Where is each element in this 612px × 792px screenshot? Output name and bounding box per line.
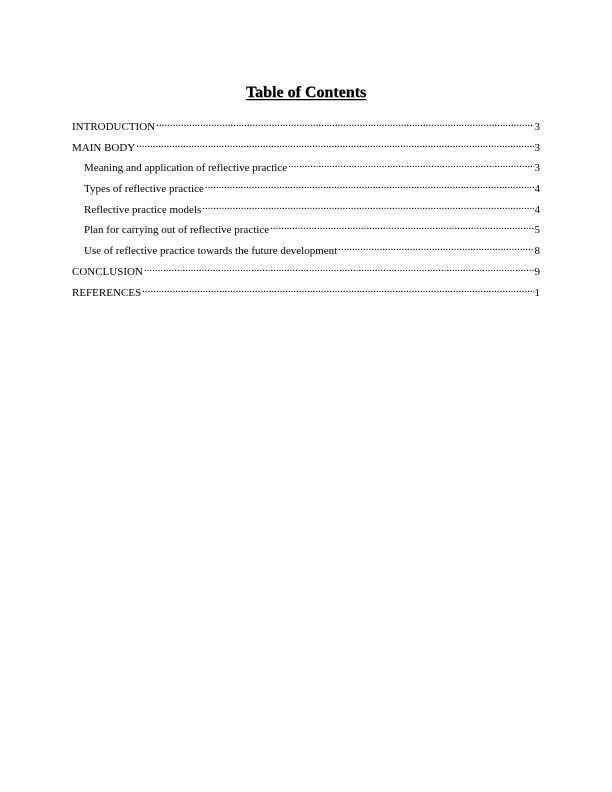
toc-entry-text: Plan for carrying out of reflective practice bbox=[84, 224, 270, 237]
toc-dot-leader bbox=[202, 199, 533, 213]
toc-dot-leader bbox=[142, 282, 533, 296]
toc-dot-leader bbox=[205, 178, 534, 192]
toc-entry-text: INTRODUCTION bbox=[72, 121, 156, 133]
toc-entry-text: MAIN BODY bbox=[72, 141, 136, 154]
toc-dot-leader bbox=[270, 219, 533, 233]
toc-page-number: 1 bbox=[534, 286, 540, 299]
toc-title: Table of Contents bbox=[245, 84, 367, 101]
toc-page-number: 3 bbox=[534, 121, 540, 133]
toc-entry-introduction[interactable] bbox=[72, 116, 540, 137]
toc-entry-text: Types of reflective practice bbox=[84, 183, 204, 196]
toc-entry-meaning-and-application[interactable] bbox=[72, 157, 540, 178]
toc-entry-text: REFERENCES bbox=[72, 286, 142, 299]
toc-dot-leader bbox=[156, 116, 533, 130]
toc-entry-references[interactable] bbox=[72, 282, 540, 303]
toc-page-number: 5 bbox=[534, 224, 540, 237]
toc-dot-leader bbox=[288, 157, 533, 171]
toc-entry-plan-for-reflective-practice[interactable] bbox=[72, 219, 540, 240]
toc-entry-main-body[interactable] bbox=[72, 137, 540, 158]
toc-entry-future-development[interactable] bbox=[72, 240, 540, 261]
toc-page-number: 3 bbox=[534, 162, 540, 175]
toc-page-number: 9 bbox=[534, 265, 540, 278]
toc-entry-reflective-practice-models[interactable] bbox=[72, 199, 540, 220]
toc-entry-types-of-reflective-practice[interactable] bbox=[72, 178, 540, 199]
toc-entry-text: Meaning and application of reflective practice bbox=[84, 162, 288, 175]
toc-entry-text: Use of reflective practice towards the future development bbox=[84, 245, 338, 258]
toc-page-number: 4 bbox=[534, 203, 540, 216]
toc-entry-text: Reflective practice models bbox=[84, 203, 202, 216]
toc-list bbox=[72, 116, 540, 302]
toc-page-number: 4 bbox=[534, 183, 540, 196]
toc-page-number: 3 bbox=[534, 141, 540, 154]
toc-page-number: 8 bbox=[534, 245, 540, 258]
toc-entry-conclusion[interactable] bbox=[72, 261, 540, 282]
toc-entry-text: CONCLUSION bbox=[72, 265, 143, 278]
toc-dot-leader bbox=[136, 137, 533, 151]
toc-dot-leader bbox=[144, 261, 534, 275]
toc-dot-leader bbox=[338, 240, 533, 254]
